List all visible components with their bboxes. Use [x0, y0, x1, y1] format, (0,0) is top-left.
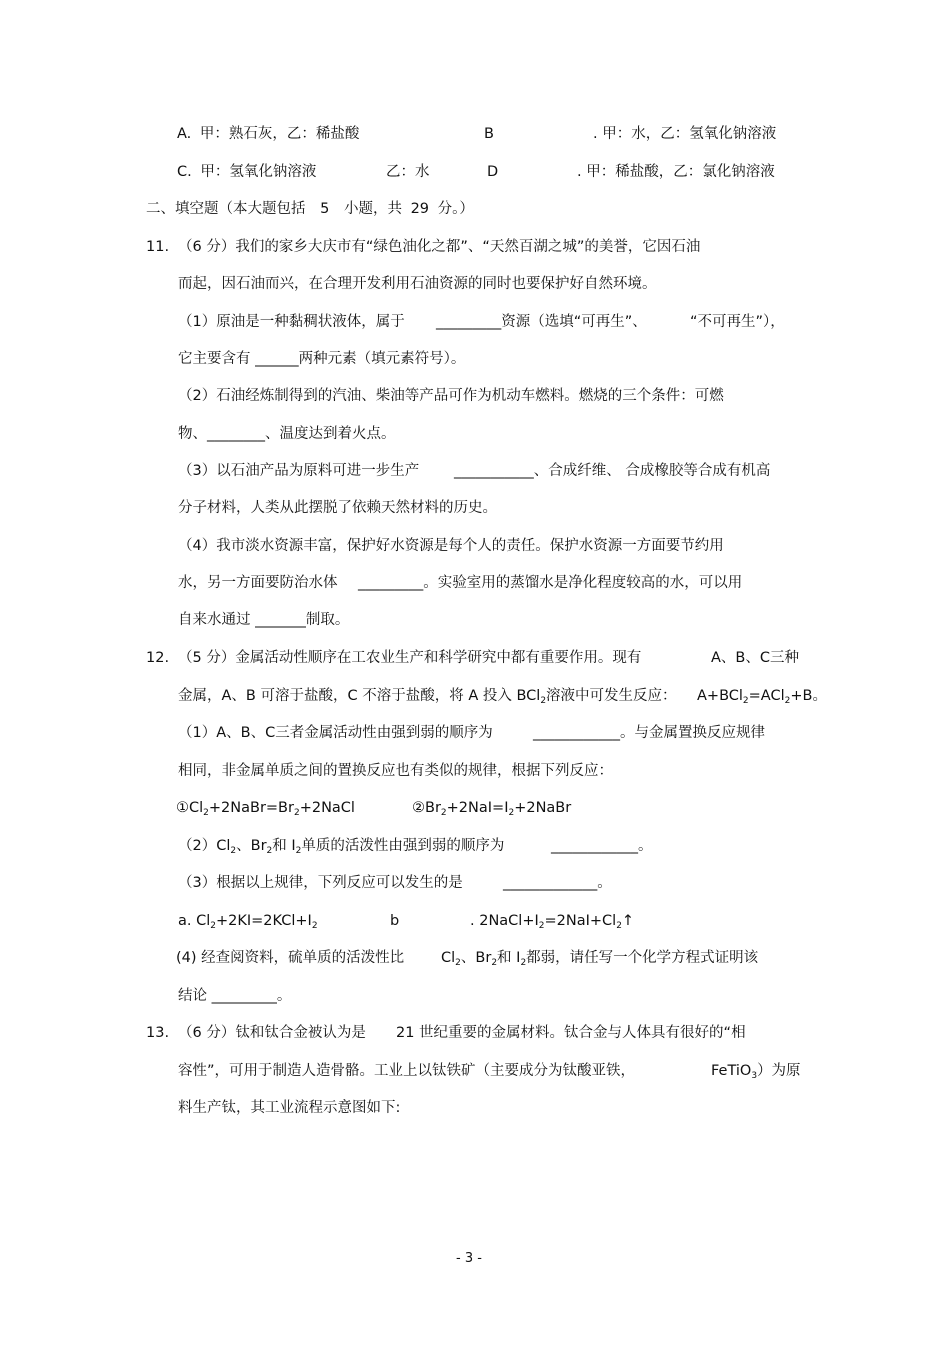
option-a-label: A.	[177, 126, 192, 142]
q11-line-1: （6 分）我们的家乡大庆市有“绿色油化之都”、“天然百湖之城”的美誉，它因石油	[178, 239, 701, 255]
page-number: - 3 -	[456, 1251, 482, 1266]
q12-part3-a: （3）根据以上规律，下列反应可以发生的是	[178, 875, 463, 891]
q13-number: 13.	[146, 1025, 170, 1041]
section-title-c: 分。）	[437, 201, 474, 217]
q12-part1-c: 相同，非金属单质之间的置换反应也有类似的规律，根据下列反应：	[178, 763, 613, 779]
q12-line-1b: A、B、C三种	[711, 650, 799, 666]
q13-line-1a: （6 分）钛和钛合金被认为是	[178, 1025, 366, 1041]
r2-a: ②Br	[412, 800, 441, 816]
r1-sub2: 2	[293, 808, 300, 818]
q11-part1-a: （1）原油是一种黏稠状液体，属于	[178, 314, 405, 330]
q12-equation	[697, 686, 827, 711]
q12-line-2c: 溶液中可发生反应：	[546, 688, 677, 704]
q12-eq-a: A+BCl	[697, 688, 743, 704]
r1-c: +2NaCl	[299, 800, 355, 816]
q11-part3-c: 分子材料，人类从此摆脱了依赖天然材料的历史。	[178, 500, 497, 516]
q11-part4-a: （4）我市淡水资源丰富，保护好水资源是每个人的责任。保护水资源一方面要节约用	[178, 538, 724, 554]
r2-b: +2NaI=I	[446, 800, 509, 816]
option-d-label: D	[487, 164, 499, 180]
option-c-text: 甲：氢氧化钠溶液	[200, 164, 317, 180]
option-d-text: . 甲：稀盐酸，乙：氯化钠溶液	[577, 164, 775, 180]
q13-line-2a: 容性”，可用于制造人造骨骼。工业上以钛铁矿（主要成分为钛酸亚铁，	[178, 1063, 636, 1079]
q12-part4-b	[441, 948, 758, 973]
section-2-heading	[146, 199, 474, 219]
q12-eq-b: =ACl	[748, 688, 785, 704]
oa-sub1: 2	[210, 921, 216, 931]
q11-part2-b: 物、________、温度达到着火点。	[178, 426, 396, 442]
r2-sub1: 2	[440, 808, 447, 818]
q11-part2-a: （2）石油经炼制得到的汽油、柴油等产品可作为机动车燃料。燃烧的三个条件：可燃	[178, 388, 724, 404]
ob-sub1: 2	[538, 921, 545, 931]
oa-sub2: 2	[311, 921, 318, 931]
q13-line-1b: 21 世纪重要的金属材料。钛合金与人体具有很好的“相	[396, 1025, 746, 1041]
q11-line-2: 而起，因石油而兴，在合理开发利用石油资源的同时也要保护好自然环境。	[178, 276, 657, 292]
option-a	[177, 124, 359, 144]
q12-option-b-label: b	[390, 913, 400, 929]
q13-sub: 3	[751, 1071, 758, 1081]
q11-part3-a: （3）以石油产品为原料可进一步生产	[178, 463, 420, 479]
q12-line-2a: 金属，A、B 可溶于盐酸，C 不溶于盐酸，将 A 投入 BCl	[178, 688, 541, 704]
q11-part4-d: 自来水通过 _______制取。	[178, 612, 350, 628]
section-title-b: 小题，共	[343, 201, 402, 217]
p2-sub1: 2	[230, 846, 237, 856]
p4-sub2: 2	[491, 958, 498, 968]
option-c-text2: 乙：水	[386, 164, 430, 180]
p2-c: 和 I	[272, 838, 296, 854]
q12-option-a	[178, 911, 318, 936]
q12-reaction-1	[176, 798, 355, 823]
p4-cl: Cl	[441, 950, 456, 966]
option-c	[177, 162, 316, 182]
q11-part1-c: “不可再生”），	[690, 314, 785, 330]
q12-part2	[178, 836, 504, 861]
option-a-text: 甲：熟石灰，乙：稀盐酸	[199, 126, 360, 142]
section-count: 5	[320, 201, 330, 217]
q11-part3-b: ___________、合成纤维、 合成橡胶等合成有机高	[454, 463, 771, 479]
q12-part3-b: _____________。	[503, 875, 612, 891]
ob-arrow: ↑	[621, 913, 635, 929]
q13-line-2b	[711, 1061, 801, 1086]
q12-part4-a: (4) 经查阅资料，硫单质的活泼性比	[176, 950, 405, 966]
q12-part2-blank: ____________。	[551, 838, 653, 854]
q12-option-b	[470, 911, 634, 936]
r1-b: +2NaBr=Br	[208, 800, 294, 816]
p4-sub3: 2	[520, 958, 527, 968]
q12-eq-sub1: 2	[742, 696, 749, 706]
oa-a: a. Cl	[178, 913, 211, 929]
p2-b: 、Br	[236, 838, 267, 854]
r1-a: ①Cl	[176, 800, 204, 816]
r2-sub2: 2	[508, 808, 515, 818]
section-title-a: 二、填空题（本大题包括	[146, 201, 306, 217]
q12-part4-f: 结论 _________。	[178, 988, 292, 1004]
q13-line-3: 料生产钛，其工业流程示意图如下:	[178, 1100, 401, 1116]
option-b-text: . 甲：水，乙：氢氧化钠溶液	[593, 126, 777, 142]
q11-part4-b: 水，另一方面要防治水体	[178, 575, 338, 591]
p4-sub1: 2	[455, 958, 461, 968]
ob-sub2: 2	[616, 921, 622, 931]
q12-eq-sub2: 2	[784, 696, 791, 706]
q12-line-2	[178, 686, 677, 711]
q11-part1-d: 它主要含有 ______两种元素（填元素符号）。	[178, 351, 466, 367]
oa-b: +2KI=2KCl+I	[216, 913, 312, 929]
q12-reaction-2	[412, 798, 571, 823]
p2-sub3: 2	[295, 846, 302, 856]
q12-part1-b: ____________。与金属置换反应规律	[533, 725, 765, 741]
q12-number: 12.	[146, 650, 170, 666]
p2-a: （2）Cl	[178, 838, 231, 854]
ob-a: . 2NaCl+I	[470, 913, 539, 929]
ob-b: =2NaI+Cl	[544, 913, 617, 929]
option-c-label: C.	[177, 164, 192, 180]
q11-part4-c: _________。实验室用的蒸馏水是净化程度较高的水，可以用	[358, 575, 743, 591]
p2-sub2: 2	[266, 846, 273, 856]
option-b-label: B	[484, 126, 494, 142]
p4-i: 和 I	[497, 950, 521, 966]
q11-part1-b: _________资源（选填“可再生”、	[436, 314, 647, 330]
q12-part1-a: （1）A、B、C三者金属活动性由强到弱的顺序为	[178, 725, 493, 741]
p4-e: 都弱，请任写一个化学方程式证明该	[526, 950, 759, 966]
q13-line-2c: ）为原	[757, 1063, 801, 1079]
r2-c: +2NaBr	[514, 800, 572, 816]
q13-fetio: FeTiO	[711, 1063, 752, 1079]
q11-number: 11.	[146, 239, 170, 255]
q12-eq-c: +B。	[790, 688, 827, 704]
q12-sub: 2	[540, 696, 547, 706]
p4-br: 、Br	[460, 950, 492, 966]
section-points: 29	[410, 201, 430, 217]
q12-line-1a: （5 分）金属活动性顺序在工农业生产和科学研究中都有重要作用。现有	[178, 650, 642, 666]
r1-sub1: 2	[203, 808, 209, 818]
p2-d: 单质的活泼性由强到弱的顺序为	[301, 838, 505, 854]
